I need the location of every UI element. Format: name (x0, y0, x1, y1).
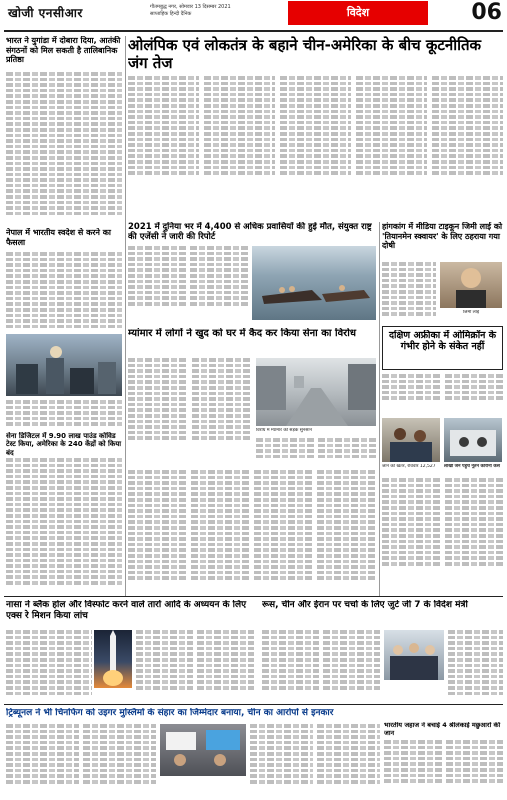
south-africa-photo-2 (444, 418, 502, 462)
story-left-top-body (6, 72, 122, 222)
jimmy-lai-photo (440, 262, 502, 308)
story-tribunal-cont (250, 724, 380, 796)
story-nepal-headline: नेपाल में भारतीय स्वदेश से करने का फैसला (6, 228, 111, 247)
story-g7-cont (448, 630, 503, 702)
column-divider (125, 36, 126, 596)
south-africa-caption-2: लाखों जन पहुंचे नूतन कोरोना केस (444, 464, 500, 469)
nasa-rocket-photo (94, 630, 132, 688)
story-tribunal-body (6, 724, 156, 796)
story-indian-ship-body (384, 740, 503, 796)
nepal-photo (6, 334, 122, 396)
south-africa-photo-1 (382, 418, 440, 462)
story-tribunal-headline: ट्रिब्यूनल ने भी चिनफिंग को उइगर मुस्लिमों के संहार का जिम्मेदार बनाया, चीन का आरोपों से इनकार (6, 708, 334, 718)
story-nasa-cont (136, 630, 254, 702)
section-label: विदेश (288, 1, 428, 25)
story-middle-cont (128, 470, 376, 592)
story-south-africa-headline: दक्षिण अफ्रीका में ओमिक्रॉन के गंभीर होने के संकेत नहीं (388, 330, 497, 353)
page-number: 06 (471, 0, 502, 25)
myanmar-photo (256, 358, 376, 426)
story-g7-headline: रूस, चीन और ईरान पर चर्चा के लिए जुटे जी 7 के विदेश मंत्री (262, 600, 468, 610)
masthead-logo: खोजी एनसीआर (8, 6, 83, 20)
story-migrants-body (128, 246, 248, 324)
story-left-top-headline: भारत ने युगांडा में दोबारा दिया, आतंकी संगठनों को मिल सकती है तालिबानिक प्रतिष्ठा (6, 36, 121, 65)
masthead-meta (150, 4, 290, 18)
story-myanmar-headline: म्यांमार में लोगों ने खुद को घर में कैद कर किया सेना का विरोध (128, 328, 356, 339)
story-south-africa-cont (382, 478, 503, 592)
masthead-rule (4, 30, 503, 32)
story-hong-kong-headline: हांगकांग में मीडिया टाइकून जिमी लाई को 'तियानमेन स्क्वायर' के लिए ठहराया गया दोषी (382, 222, 503, 251)
story-nepal-body (6, 252, 122, 332)
story-sri-lanka-body (6, 458, 122, 592)
story-nasa-headline: नासा ने ब्लैक होल और विस्फोट करने वाले तारों आदि के अध्ययन के लिए एक्स रे मिशन किया लांच (6, 600, 247, 621)
section-rule-1 (4, 596, 503, 597)
column-divider-right (379, 222, 380, 596)
hong-kong-caption: जिमी लाई (462, 310, 480, 315)
story-nepal-cont (6, 400, 122, 430)
g7-photo (384, 630, 444, 680)
masthead (0, 0, 507, 34)
migrants-photo (252, 246, 376, 320)
story-myanmar-cont (256, 438, 376, 466)
story-south-africa-body (382, 374, 503, 414)
story-myanmar-body (128, 358, 252, 466)
masthead-date: गौतमबुद्ध नगर, सोमवार 13 दिसम्बर 2021 (150, 4, 231, 10)
masthead-tagline: साप्ताहिक हिन्दी दैनिक (150, 11, 192, 17)
story-g7-body (262, 630, 380, 702)
south-africa-caption-1: जान को खतरे, रविवार 12,527 (382, 464, 436, 469)
section-rule-2 (4, 704, 503, 705)
story-sri-lanka-headline: सेना डिजिटल में 9.90 लाख पाउंड कोविड टेस्ट किया, अमेरिका के 240 केंद्रों को किया बंद (6, 432, 122, 457)
myanmar-caption: विरोध में म्यांमार की सड़कें सुनसान (256, 428, 312, 433)
story-nasa-body (6, 630, 92, 702)
story-main-body (128, 76, 503, 218)
story-hong-kong-body (382, 262, 436, 322)
story-main-headline: ओलंपिक एवं लोकतंत्र के बहाने चीन-अमेरिका के बीच कूटनीतिक जंग तेज (128, 36, 482, 72)
story-migrants-headline: 2021 में दुनिया भर में 4,400 से अधिक प्रवासियों की हुई मौत, संयुक्त राष्ट्र की एजेंसी ने जारी की रिपोर्ट (128, 222, 372, 243)
tribunal-protest-photo (160, 724, 246, 776)
story-indian-ship-headline: भारतीय जहाज ने बचाई 4 श्रीलंकाई मछुआरों की जान (384, 722, 501, 737)
